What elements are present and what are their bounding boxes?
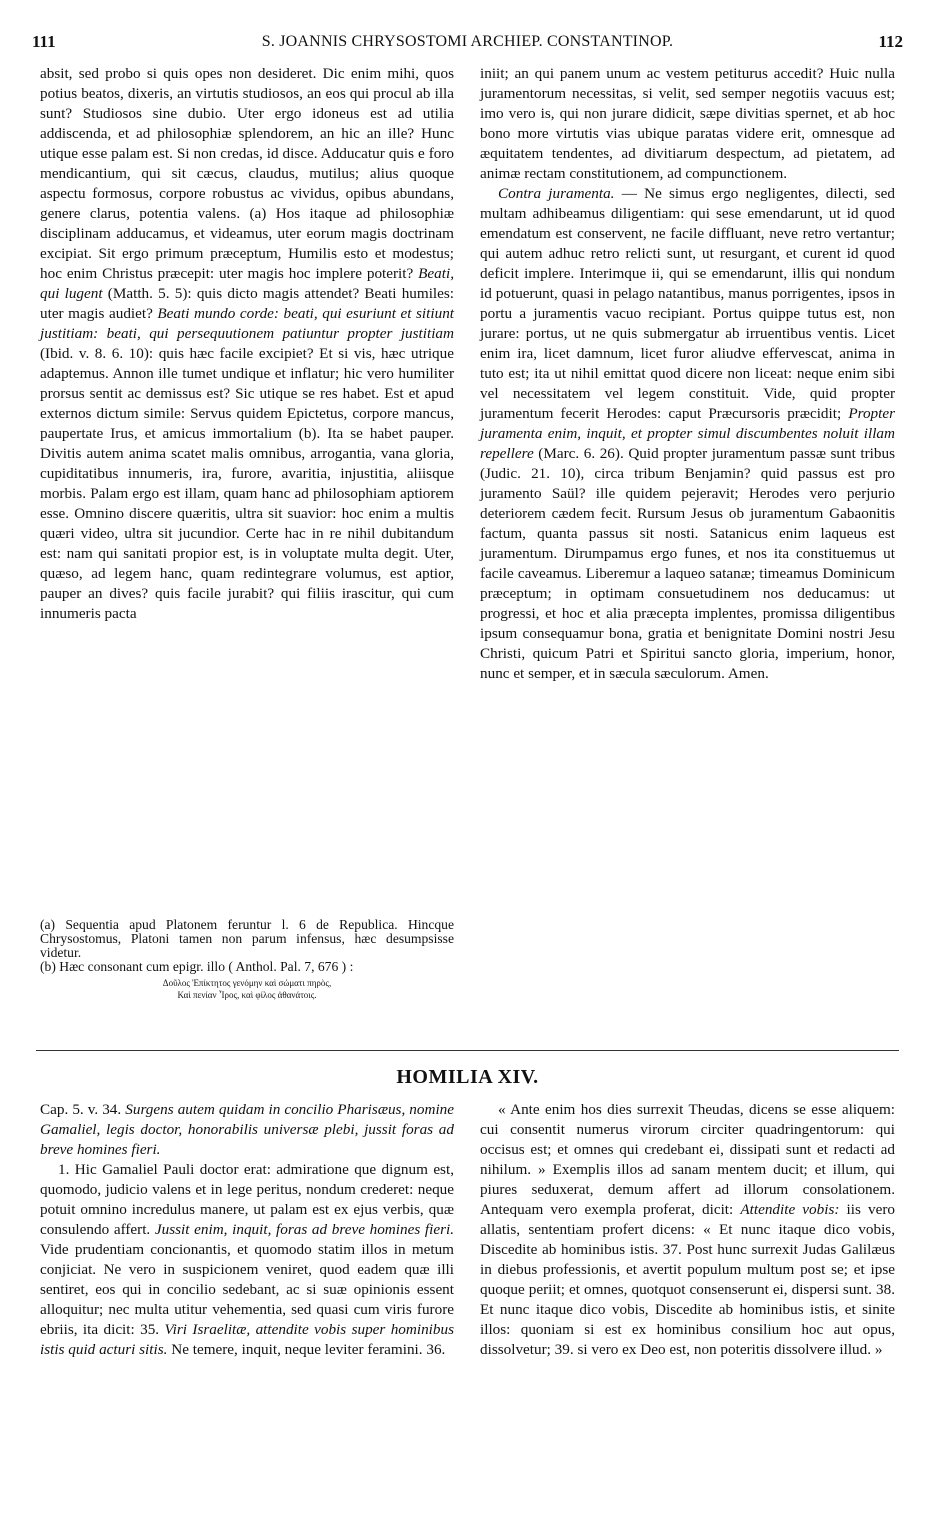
chapter-verse: Cap. 5. v. 34. Surgens autem quidam in concilio Pharisæus, nomine Gamaliel, legis doctor, honorabilis universæ plebi, jussit foras ad breve homines fieri. (40, 1101, 455, 1158)
column-right-bottom (480, 1100, 895, 1360)
paragraph: « Ante enim hos dies surrexit Theudas, dicens se esse aliquem: cui consentit numerus virorum circiter quadringentorum: qui occisus est; et omnes qui credebant ei, dissipati sunt et redacti ad nihilum. » Exemplis illos ad sanam mentem ducit; et illum, qui piures seduxerat, demum affert ad illorum consolationem. Antequam vero exempla proferat, dicit: Attendite vobis: iis vero allatis, sententiam profert dicens: « Et nunc itaque dico vobis, Discedite ab hominibus istis. 37. Post hunc surrexit Judas Galilæus in diebus professionis, et avertit populum multum post se; et ipse quoque periit; et omnes, quotquot consenserunt ei, dispersi sunt. 38. Et nunc itaque dico vobis, Discedite ab hominibus istis, et sinite illos: quoniam si est ex hominibus consilium hoc aut opus, dissolvetur; 39. si vero ex Deo est, non poteritis dissolvere illud. » (480, 1101, 895, 1358)
scripture-quote: Jussit enim, inquit, foras ad breve homines fieri. (154, 1221, 454, 1238)
paragraph: absit, sed probo si quis opes non desideret. Dic enim mihi, quos potius beatos, dixeris, an virtutis studiosos, an eos qui procul ab illa sunt? Studiosos sine dubio. Uter ergo idoneus est ad utilia addiscenda, et ad philosophiæ splendorem, an hic an ille? Hunc utique esse palam est. Si non credas, id disce. Adducatur quis e foro mendicantium, qui sit cæcus, claudus, mutilus; alius quoque aspectu formosus, corpore robustus ac vividus, opibus abundans, genere clarus, potentia valens. (a) Hos itaque ad philosophiæ disciplinam adducamus, et videamus, uter eorum magis doctrinam excipiat. Sit ergo primum præceptum, Humilis esto et modestus; hoc enim Christus præcepit: uter magis hoc implere poterit? Beati, qui lugent (Matth. 5. 5): quis dicto magis attendet? Beati humiles: uter magis audiet? Beati mundo corde: beati, qui esuriunt et sitiunt justitiam: beati, qui persequutionem patiuntur propter justitiam (Ibid. v. 8. 6. 10): quis hæc facile excipiet? Et si vis, hæc utrique adaptemus. Annon ille tumet undique et inflatur; hic vero humiliter prorsus sentit ac demissus est? Sic utique se res habet. Est et apud externos dictum simile: Servus quidem Epictetus, corpore mancus, paupertate Irus, et amicus immortalium (b). Ita se habet pauper. Divitis autem anima scatet malis omnibus, arrogantia, vana gloria, cupiditatibus innumeris, ira, furore, avaritia, injustitia, aliisque morbis. Palam ergo est illam, quam hanc ad philosophiam aptiorem esse. Omnino discere quæritis, ultra sit suavior: hoc enim a multis quæri video, ultra sit jucundior. Certe hac in re nihil dubitandum est: nam qui sanitati propior est, is in voluptate multa degit. Uter, quæso, ad legem hanc, quam redintegrare volumus, est aptior, pauper an dives? quis facile jurabit? qui filiis irascitur, qui cum innumeris pacta (40, 65, 455, 622)
section-heading: Contra juramenta. (498, 185, 615, 202)
scripture-quote: Propter juramenta enim, inquit, et propter simul discumbentes noluit illam repellere (480, 405, 896, 462)
greek-epigram: Δοῦλος Ἐπίκτητος γενόμην καὶ σώματι πηρὸς, Καὶ πενίαν Ἶρος, καὶ φίλος ἀθανάτοις. (162, 978, 332, 1000)
scripture-quote: Beati, qui lugent (40, 265, 454, 302)
section-divider (36, 1050, 899, 1051)
paragraph: Contra juramenta. — Ne simus ergo negligentes, dilecti, sed multam adhibeamus diligentiam: qui sese emendarunt, ut id quod emendatum est conservent, ne facile diffluant, neve retro vertantur; qui autem adhuc retro relicti sunt, ut resurgant, et curent id quod deficit implere. Interimque ii, qui se emendarunt, illis qui nondum id potuerunt, quasi in pelago natantibus, manus porrigentes, ipsos in portu a juramentis vacuo recipiant. Portus quippe tutus est, non jurare: portus, ut ne quis submergatur ab irruentibus ventis. Licet enim ira, licet damnum, licet furor aliudve effervescat, anima in tuto est; ita ut nihil emittat quod dicere non liceat: neque enim sibi vel necessitatem vel legem constituit. Vide, quid propter juramentum fecerit Herodes: caput Præcursoris præcidit; Propter juramenta enim, inquit, et propter simul discumbentes noluit illam repellere (Marc. 6. 26). Quid propter juramentum passæ sunt tribus (Judic. 21. 10), circa tribum Benjamin? quid passus est pro juramento Saül? ille quidem pejeravit; Herodes vero perjurio deteriorem cædem fecit. Rursum Jesus ob juramentum Gabaonitis factum, quanta passus sit nosti. Satanicus enim laqueus est juramentum. Dirumpamus ergo funes, et nos ita constituemus ut facile caveamus. Liberemur a laqueo satanæ; timeamus Dominicum præceptum; in optimam consuetudinem nos deducamus: ut progressi, et hoc et alia præcepta implentes, promissa diligentibus ipsum consequamur bona, gratia et benignitate Domini nostri Jesu Christi, quicum Patri et Spiritui sancto gloria, imperium, honor, nunc et semper, et in sæcula sæculorum. Amen. (480, 185, 896, 682)
homily-title: HOMILIA XIV. (396, 1066, 539, 1088)
page-number-left: 111 (32, 32, 56, 51)
paragraph: 1. Hic Gamaliel Pauli doctor erat: admiratione que dignum est, quomodo, judicio valens et in lege peritus, nondum crederet: neque potuit omnino incredulus manere, ut palam est ex ejus verbis, quæ consulendo affert. Jussit enim, inquit, foras ad breve homines fieri. Vide prudentiam concionantis, et quomodo statim illos in metum conjiciat. Ne vero in suspicionem veniret, quod eadem quæ illi sentiret, eos qui in concilio sedebant, ac si suæ opinionis essent alloquitur; nec multa utitur vehementia, sed quasi cum viris furore ebriis, ita dicit: 35. Viri Israelitæ, attendite vobis super hominibus istis quid acturi sitis. Ne temere, inquit, neque leviter feramini. 36. (40, 1161, 454, 1358)
paragraph: iniit; an qui panem unum ac vestem petiturus accedit? Huic nulla juramentorum necessitas, si velit, sed semper negotiis vacuus est; imo vero is, qui non jurare didicit, sæpe divitias spernet, et ab hoc bono more virtutis vias ubique paratas videre erit, omnesque ad æquitatem tendentes, ad divitiarum despectum, ad pietatem, ad animæ rectam constitutionem, ad compunctionem. (480, 65, 895, 182)
footnote-a: (a) Sequentia apud Platonem feruntur l. 6 de Republica. Hincque Chrysostomus, Platoni tamen non parum infensus, hæc desumpsisse videtur. (40, 917, 454, 960)
footnote-b: (b) Hæc consonant cum epigr. illo ( Anthol. Pal. 7, 676 ) : (40, 959, 354, 974)
scripture-quote: Surgens autem quidam in concilio Pharisæus, nomine Gamaliel, legis doctor, honorabilis universæ plebi, jussit foras ad breve homines fieri. (40, 1101, 455, 1158)
scripture-quote: Beati mundo corde: beati, qui esuriunt et sitiunt justitiam: beati, qui persequutionem patiuntur propter justitiam (40, 305, 455, 342)
scripture-quote: Attendite vobis: (740, 1201, 840, 1218)
column-right-top (480, 64, 895, 684)
page-number-right: 112 (878, 32, 903, 51)
scripture-quote: Viri Israelitæ, attendite vobis super hominibus istis quid acturi sitis. (40, 1321, 454, 1358)
footnotes (40, 918, 454, 1001)
column-left-top (40, 64, 454, 624)
running-header (32, 32, 903, 56)
column-left-bottom (40, 1100, 454, 1360)
running-title: S. JOANNIS CHRYSOSTOMI ARCHIEP. CONSTANTINOP. (261, 33, 674, 50)
